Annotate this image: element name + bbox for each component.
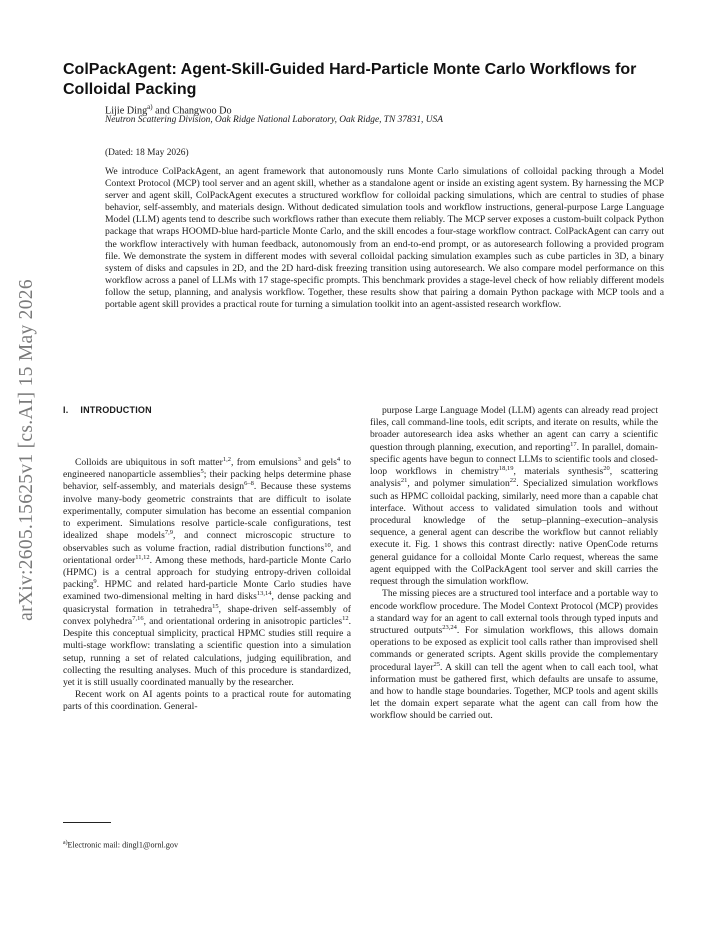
body-text: . HPMC and related hard-particle Monte Carlo studies have examined two-dimensional melting in hard disks <box>63 579 351 603</box>
right-column <box>370 405 658 723</box>
body-text: Colloids are ubiquitous in soft matter <box>75 457 223 468</box>
citation-marker: 15 <box>212 602 219 610</box>
section-number: I. <box>63 405 69 415</box>
citation-marker: 20 <box>603 464 610 472</box>
citation-marker: 10 <box>324 541 331 549</box>
citation-marker: 7,9 <box>164 529 173 537</box>
body-text: The missing pieces are a structured tool interface and a portable way to encode workflow procedure. The Model Context Protocol (MCP) provides a standard way for an agent to call external tools through typed inputs and structured outputs <box>370 588 658 636</box>
citation-marker: 23,24 <box>442 623 457 631</box>
citation-marker: 12 <box>342 614 349 622</box>
citation-marker: 21 <box>400 477 408 485</box>
abstract: We introduce ColPackAgent, an agent framework that autonomously runs Monte Carlo simulations of colloidal packing through a Model Context Protocol (MCP) tool server and an agent skill, whether as a standalone agent or inside an existing agent system. By harnessing the MCP server and agent skill, ColPackAgent executes a structured workflow for colloidal packing simulations, which are central to studies of phase behavior, self-assembly, and materials design. Without dedicated simulation tools and workflow instructions, general-purpose Large Language Model (LLM) agents tend to describe such workflows rather than execute them reliably. The MCP server exposes a custom-built colpack Python package that wraps HOOMD-blue hard-particle Monte Carlo, and the skill encodes a four-stage workflow contract. ColPackAgent can carry out the workflow interactively with human feedback, autonomously from an end-to-end prompt, or as autoresearch following a provided program file. We demonstrate the system in different modes with several colloidal packing simulation examples such as cube particles in 3D, a binary system of disks and capsules in 2D, and the 2D hard-disk freezing transition using autoresearch. We also compare model performance on this workflow across a panel of LLMs with 17 stage-specific prompts. This benchmark provides a stage-level check of how reliably different models follow the setup, planning, and analysis workflow. Together, these results show that pairing a domain Python package with MCP tools and a portable agent skill provides a practical route for turning a simulation toolkit into an agent-assisted research workflow. <box>105 166 664 311</box>
body-text: . Despite this conceptual simplicity, practical HPMC studies still require a multi-stage workflow: translating a scientific question into a simulation setup, running a set of related calculations, judging equilibration, and collecting the resulting analyses. Much of this procedure is standardized, yet it is still usually coordinated manually by the researcher. <box>63 615 351 688</box>
citation-marker: 17 <box>570 440 577 448</box>
body-text: Recent work on AI agents points to a practical route for automating parts of this coordination. General- <box>63 689 351 713</box>
body-text: . For simulation workflows, this allows domain operations to be exposed as explicit tool calls rather than improvised shell commands or generated scripts. Agent skills provide the complementary procedural layer <box>370 624 658 673</box>
body-text: , and polymer simulation <box>407 478 510 490</box>
citation-marker: 1,2 <box>222 455 231 463</box>
body-text: to engineered nanoparticle assemblies <box>63 457 351 481</box>
citation-marker: 11,12 <box>135 553 150 561</box>
footnote-rule <box>63 822 111 823</box>
section-heading <box>63 405 152 415</box>
date-line: (Dated: 18 May 2026) <box>105 148 189 158</box>
affiliation: Neutron Scattering Division, Oak Ridge National Laboratory, Oak Ridge, TN 37831, USA <box>105 115 443 125</box>
body-text: . Among these methods, hard-particle Monte Carlo (HPMC) is a central approach for studying entropy-driven colloidal packing <box>63 554 352 591</box>
body-text: , scattering analysis <box>370 466 658 490</box>
author-first: Lijie Ding <box>105 105 148 117</box>
body-paragraph <box>63 689 351 713</box>
body-text: , from emulsions <box>230 457 298 468</box>
body-text: . In parallel, domain-specific agents have begun to connect LLMs to scientific tools and closed-loop workflows in chemistry <box>370 441 658 478</box>
body-text: . Because these systems involve many-body geometric constraints that are difficult to isolate experimentally, computer simulation has become an essential companion to experiment. Simulations resolve particle-scale configurations, test idealized shape models <box>63 481 351 542</box>
footnote-mark: a) <box>63 840 68 846</box>
body-text: , and orientational ordering in anisotropic particles <box>143 615 343 627</box>
body-paragraph <box>370 588 658 722</box>
section-title: INTRODUCTION <box>80 405 152 415</box>
citation-marker: 5 <box>200 468 204 476</box>
body-paragraph <box>370 405 658 588</box>
citation-marker: 3 <box>297 455 301 463</box>
citation-marker: 13,14 <box>256 590 272 598</box>
body-text: , and orientational order <box>63 542 351 566</box>
arxiv-identifier-text: arXiv:2605.15625v1 [cs.AI] 15 May 2026 <box>16 279 37 621</box>
citation-marker: 25 <box>433 660 440 668</box>
footnote <box>63 840 178 850</box>
citation-marker: 6–8 <box>244 480 254 488</box>
left-column <box>63 457 351 714</box>
body-text: , shape-driven self-assembly of convex polyhedra <box>63 603 351 627</box>
author-rest: and Changwoo Do <box>152 105 232 117</box>
paper-title: ColPackAgent: Agent-Skill-Guided Hard-Particle Monte Carlo Workflows for Colloidal Packing <box>63 61 637 98</box>
body-text: and gels <box>300 457 337 468</box>
body-text: ; their packing helps determine phase behavior, self-assembly, and materials design <box>63 469 352 493</box>
citation-marker: 7,16 <box>132 614 144 622</box>
body-text: purpose Large Language Model (LLM) agents can already read project files, call command-line tools, edit scripts, and iterate on results, while the broader autoresearch idea asks whether an agent can carry a scientific question through planning, execution, and reporting <box>370 405 658 453</box>
body-text: , dense packing and quasicrystal formation in tetrahedra <box>63 591 351 615</box>
body-text: . A skill can tell the agent when to call each tool, what information must be gathered first, which defaults are unsafe to assume, and how to handle stage boundaries. Together, MCP tools and agent skills let the domain expert separate what the agent can call from how the workflow should be carried out. <box>370 661 658 722</box>
body-paragraph <box>63 457 351 689</box>
body-text: , and connect microscopic structure to observables such as volume fraction, radial distribution functions <box>63 530 351 554</box>
citation-marker: 18,19 <box>498 464 514 472</box>
arxiv-identifier <box>2 250 52 650</box>
body-text: . Specialized simulation workflows such as HPMC colloidal packing, similarly, need more than a capable chat interface. Without access to validated simulation tools and without procedural knowledge of the setup–planning–execution–analysis sequence, a general agent can describe the workflow but cannot reliably execute it. Fig. 1 shows this contrast directly: native OpenCode returns general guidance for a colloidal Monte Carlo request, whereas the same agent equipped with the ColPackAgent tool server and skill carries the request through the simulation workflow. <box>370 478 658 588</box>
citation-marker: 9 <box>93 578 97 585</box>
citation-marker: 4 <box>336 455 341 463</box>
footnote-text: Electronic mail: dingl1@ornl.gov <box>67 840 179 850</box>
body-text: , materials synthesis <box>513 466 604 478</box>
citation-marker: 22 <box>509 477 517 485</box>
author-footnote-mark: a) <box>147 103 153 111</box>
